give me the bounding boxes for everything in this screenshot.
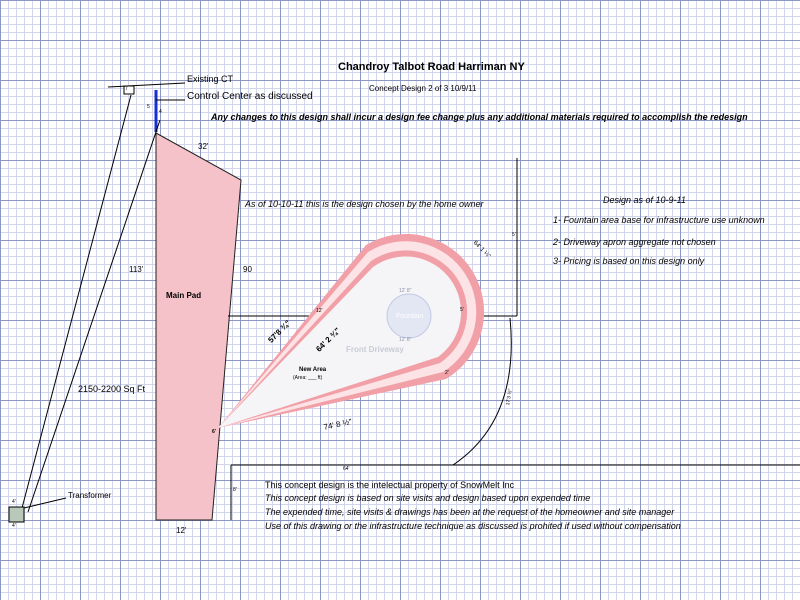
page-subtitle: Concept Design 2 of 3 10/9/11 xyxy=(369,84,477,93)
transformer-leader xyxy=(24,498,66,508)
design-notes-heading: Design as of 10-9-11 xyxy=(603,195,686,205)
footer-note-basis: This concept design is based on site visits and design based upon expended time xyxy=(265,493,591,503)
chosen-design-note: As of 10-10-11 this is the design chosen by the home owner xyxy=(245,199,484,209)
dim-loop-right: 64' 1 ¼" xyxy=(471,240,492,260)
dim-small-5b: 5' xyxy=(460,307,464,313)
dim-pad-bottom: 12' xyxy=(176,526,187,535)
dim-pad-left: 113' xyxy=(129,265,144,274)
ct-dim-7: 7 xyxy=(125,86,128,92)
fountain-dim-top: 12' 8" xyxy=(399,288,412,294)
dim-right-arc: 17'3 ½" xyxy=(505,388,514,406)
existing-ct-label: Existing CT xyxy=(187,74,234,84)
dim-small-5: 5' xyxy=(512,232,516,238)
dim-small-8: 8' xyxy=(233,487,237,493)
dim-lower-edge: 74' 8 ½" xyxy=(322,417,353,432)
fountain-dim-bottom: 12' 8" xyxy=(399,337,412,343)
dim-upper-edge: 57'8 ¾" xyxy=(266,318,293,345)
feed-line-b xyxy=(28,120,160,512)
footer-note-prohibited: Use of this drawing or the infrastructure technique as discussed is prohited if used without compensation xyxy=(265,521,681,531)
design-note-item: 2- Driveway apron aggregate not chosen xyxy=(553,237,716,247)
feed-line-a xyxy=(22,95,131,508)
fountain-label: Fountain xyxy=(396,313,424,320)
front-driveway-label: Front Driveway xyxy=(346,345,404,354)
main-pad-area xyxy=(156,133,241,520)
footer-note-property: This concept design is the intelectual property of SnowMelt Inc xyxy=(265,480,515,490)
dim-pad-top: 32' xyxy=(198,142,209,151)
design-note-item: 1- Fountain area base for infrastructure use unknown xyxy=(553,215,765,225)
dim-pad-right: 90 xyxy=(243,265,252,274)
transformer-box xyxy=(9,507,24,522)
dim-inner-edge: 64' 2 ¾" xyxy=(314,325,342,354)
dim-small-12: 12' xyxy=(316,308,323,314)
new-area-sub: (Area: ___ ft) xyxy=(293,375,323,381)
main-pad-area-label: 2150-2200 Sq Ft xyxy=(78,384,146,394)
transformer-dim-b: 4' xyxy=(12,523,16,529)
footer-note-request: The expended time, site visits & drawings has been at the request of the homeowner and site manager xyxy=(265,507,675,517)
dim-inner-sub: 2' xyxy=(445,370,449,376)
main-pad-label: Main Pad xyxy=(166,291,202,300)
design-note-item: 3- Pricing is based on this design only xyxy=(553,256,705,266)
new-area-label: New Area xyxy=(299,367,327,373)
existing-ct-leader xyxy=(108,83,185,87)
ct-dim-4: 4 xyxy=(159,109,162,115)
dim-bottom-line: 64' xyxy=(343,466,350,472)
control-center-label: Control Center as discussed xyxy=(187,91,313,102)
change-notice: Any changes to this design shall incur a design fee change plus any additional materials required to accomplish the redesign xyxy=(211,112,748,122)
transformer-dim-a: 4' xyxy=(12,499,16,505)
page-title: Chandroy Talbot Road Harriman NY xyxy=(338,61,525,73)
ct-dim-5: 5 xyxy=(147,104,150,110)
transformer-label: Transformer xyxy=(68,491,112,500)
dim-small-6: 6' xyxy=(212,429,216,435)
